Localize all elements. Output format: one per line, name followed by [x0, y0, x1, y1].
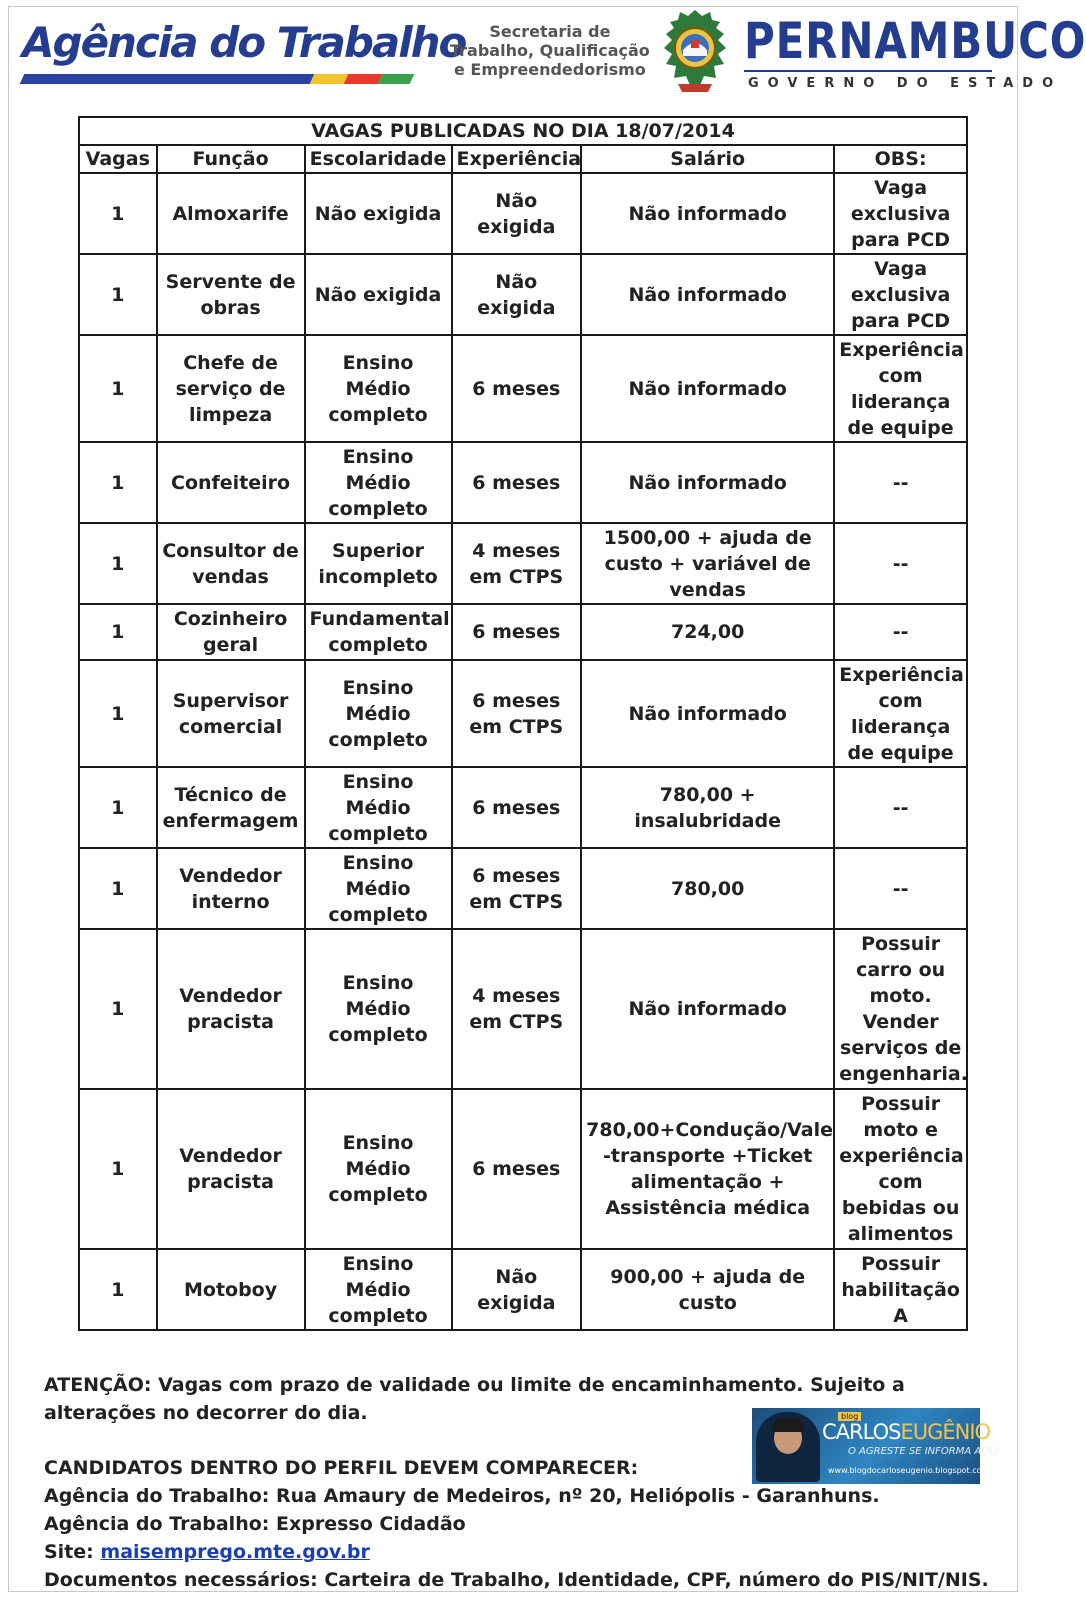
column-header-escolaridade: Escolaridade [305, 145, 452, 173]
cell-escolaridade: Não exigida [305, 173, 452, 254]
cell-escolaridade: Ensino Médio completo [305, 848, 452, 929]
cell-funcao: Almoxarife [157, 173, 305, 254]
table-row [79, 1249, 967, 1330]
cell-vagas: 1 [79, 929, 157, 1089]
cell-obs: Experiência com liderança de equipe [834, 660, 967, 767]
cell-experiencia: 6 meses [452, 442, 582, 523]
jobs-table [78, 116, 968, 1331]
cell-experiencia: 6 meses em CTPS [452, 660, 582, 767]
cell-salario: 780,00 + insalubridade [581, 767, 834, 848]
documents-line: Documentos necessários: Carteira de Trabalho, Identidade, CPF, número do PIS/NIT/NIS. [44, 1569, 989, 1591]
cell-salario: 900,00 + ajuda de custo [581, 1249, 834, 1330]
agencia-color-bar [20, 74, 415, 84]
cell-salario: 780,00 [581, 848, 834, 929]
cell-experiencia: 6 meses [452, 1089, 582, 1249]
governo-subtitle: GOVERNO DO ESTADO [748, 76, 1063, 91]
cell-vagas: 1 [79, 660, 157, 767]
table-row [79, 767, 967, 848]
cell-vagas: 1 [79, 604, 157, 660]
cell-escolaridade: Ensino Médio completo [305, 442, 452, 523]
cell-obs: Experiência com liderança de equipe [834, 335, 967, 442]
cell-salario: Não informado [581, 929, 834, 1089]
cell-funcao: Confeiteiro [157, 442, 305, 523]
coat-of-arms-icon [658, 6, 732, 96]
secretaria-text [450, 22, 650, 79]
cell-obs: -- [834, 604, 967, 660]
table-row [79, 929, 967, 1089]
cell-experiencia: 4 meses em CTPS [452, 929, 582, 1089]
candidates-heading: CANDIDATOS DENTRO DO PERFIL DEVEM COMPARECER: [44, 1457, 639, 1479]
cell-funcao: Consultor de vendas [157, 523, 305, 604]
column-header-obs: OBS: [834, 145, 967, 173]
cell-funcao: Vendedor interno [157, 848, 305, 929]
cell-experiencia: Não exigida [452, 254, 582, 335]
cell-escolaridade: Superior incompleto [305, 523, 452, 604]
cell-obs: -- [834, 442, 967, 523]
cell-vagas: 1 [79, 1089, 157, 1249]
cell-obs: -- [834, 523, 967, 604]
column-header-salario: Salário [581, 145, 834, 173]
cell-experiencia: 4 meses em CTPS [452, 523, 582, 604]
table-row [79, 442, 967, 523]
agencia-do-trabalho-logo [22, 14, 466, 94]
cell-escolaridade: Ensino Médio completo [305, 660, 452, 767]
table-row [79, 848, 967, 929]
cell-escolaridade: Ensino Médio completo [305, 1249, 452, 1330]
column-header-funcao: Função [157, 145, 305, 173]
blog-name-last: EUGÊNIO [900, 1420, 991, 1444]
cell-escolaridade: Fundamental completo [305, 604, 452, 660]
cell-experiencia: Não exigida [452, 1249, 582, 1330]
table-row [79, 1089, 967, 1249]
cell-vagas: 1 [79, 442, 157, 523]
bar-segment [344, 74, 383, 84]
bar-segment [20, 74, 315, 84]
cell-vagas: 1 [79, 254, 157, 335]
cell-vagas: 1 [79, 173, 157, 254]
site-link[interactable]: maisemprego.mte.gov.br [100, 1541, 370, 1563]
attention-text: Vagas com prazo de validade ou limite de encaminhamento. Sujeito a alterações no decorrer do dia. [44, 1374, 905, 1424]
cell-salario: 724,00 [581, 604, 834, 660]
address-line: Agência do Trabalho: Rua Amaury de Medeiros, nº 20, Heliópolis - Garanhuns. [44, 1485, 880, 1507]
cell-vagas: 1 [79, 1249, 157, 1330]
cell-obs: Possuir moto e experiência com bebidas ou alimentos [834, 1089, 967, 1249]
cell-funcao: Supervisor comercial [157, 660, 305, 767]
table-row [79, 335, 967, 442]
header [0, 0, 1086, 110]
cell-experiencia: 6 meses [452, 767, 582, 848]
cell-vagas: 1 [79, 767, 157, 848]
cell-experiencia: 6 meses em CTPS [452, 848, 582, 929]
table-title: VAGAS PUBLICADAS NO DIA 18/07/2014 [79, 117, 967, 145]
table-row [79, 523, 967, 604]
cell-funcao: Vendedor pracista [157, 1089, 305, 1249]
table-row [79, 254, 967, 335]
cell-funcao: Servente de obras [157, 254, 305, 335]
cell-salario: 1500,00 + ajuda de custo + variável de vendas [581, 523, 834, 604]
blog-banner[interactable] [752, 1408, 1001, 1484]
table-row [79, 604, 967, 660]
blog-name-first: CARLOS [822, 1420, 901, 1444]
cell-funcao: Técnico de enfermagem [157, 767, 305, 848]
column-header-vagas: Vagas [79, 145, 157, 173]
blog-url: www.blogdocarloseugenio.blogspot.com.br [828, 1466, 1001, 1475]
cell-obs: Possuir carro ou moto. Vender serviços de engenharia. [834, 929, 967, 1089]
cell-salario: Não informado [581, 173, 834, 254]
cell-vagas: 1 [79, 848, 157, 929]
cell-vagas: 1 [79, 523, 157, 604]
blog-tagline: O AGRESTE SE INFORMA AQUI [848, 1446, 1000, 1457]
attention-label: ATENÇÃO: [44, 1374, 152, 1396]
cell-funcao: Vendedor pracista [157, 929, 305, 1089]
cell-obs: -- [834, 848, 967, 929]
cell-experiencia: 6 meses [452, 604, 582, 660]
cell-escolaridade: Ensino Médio completo [305, 1089, 452, 1249]
cell-escolaridade: Não exigida [305, 254, 452, 335]
blog-tag: blog [838, 1412, 861, 1421]
cell-salario: 780,00+Condução/Vale -transporte +Ticket alimentação + Assistência médica [581, 1089, 834, 1249]
cell-funcao: Cozinheiro geral [157, 604, 305, 660]
cell-obs: Possuir habilitação A [834, 1249, 967, 1330]
cell-funcao: Motoboy [157, 1249, 305, 1330]
bar-segment [378, 74, 415, 84]
table-row [79, 173, 967, 254]
column-header-experiencia: Experiência [452, 145, 582, 173]
secretaria-line: Secretaria de [489, 22, 611, 41]
cell-experiencia: Não exigida [452, 173, 582, 254]
cell-obs: -- [834, 767, 967, 848]
address-line: Agência do Trabalho: Expresso Cidadão [44, 1513, 466, 1535]
cell-obs: Vaga exclusiva para PCD [834, 254, 967, 335]
table-row [79, 660, 967, 767]
secretaria-line: e Empreendedorismo [454, 60, 646, 79]
pernambuco-divider [744, 70, 992, 72]
cell-salario: Não informado [581, 442, 834, 523]
cell-salario: Não informado [581, 660, 834, 767]
secretaria-line: Trabalho, Qualificação [450, 41, 650, 60]
cell-funcao: Chefe de serviço de limpeza [157, 335, 305, 442]
blog-name [822, 1420, 990, 1444]
cell-obs: Vaga exclusiva para PCD [834, 173, 967, 254]
cell-salario: Não informado [581, 335, 834, 442]
pernambuco-title: PERNAMBUCO [744, 12, 1086, 70]
blogger-photo [756, 1412, 820, 1482]
cell-escolaridade: Ensino Médio completo [305, 929, 452, 1089]
cell-experiencia: 6 meses [452, 335, 582, 442]
cell-salario: Não informado [581, 254, 834, 335]
site-line [44, 1538, 1014, 1566]
cell-vagas: 1 [79, 335, 157, 442]
bar-segment [310, 74, 349, 84]
agencia-title: Agência do Trabalho [22, 18, 466, 67]
site-label: Site: [44, 1541, 94, 1563]
cell-escolaridade: Ensino Médio completo [305, 335, 452, 442]
cell-escolaridade: Ensino Médio completo [305, 767, 452, 848]
